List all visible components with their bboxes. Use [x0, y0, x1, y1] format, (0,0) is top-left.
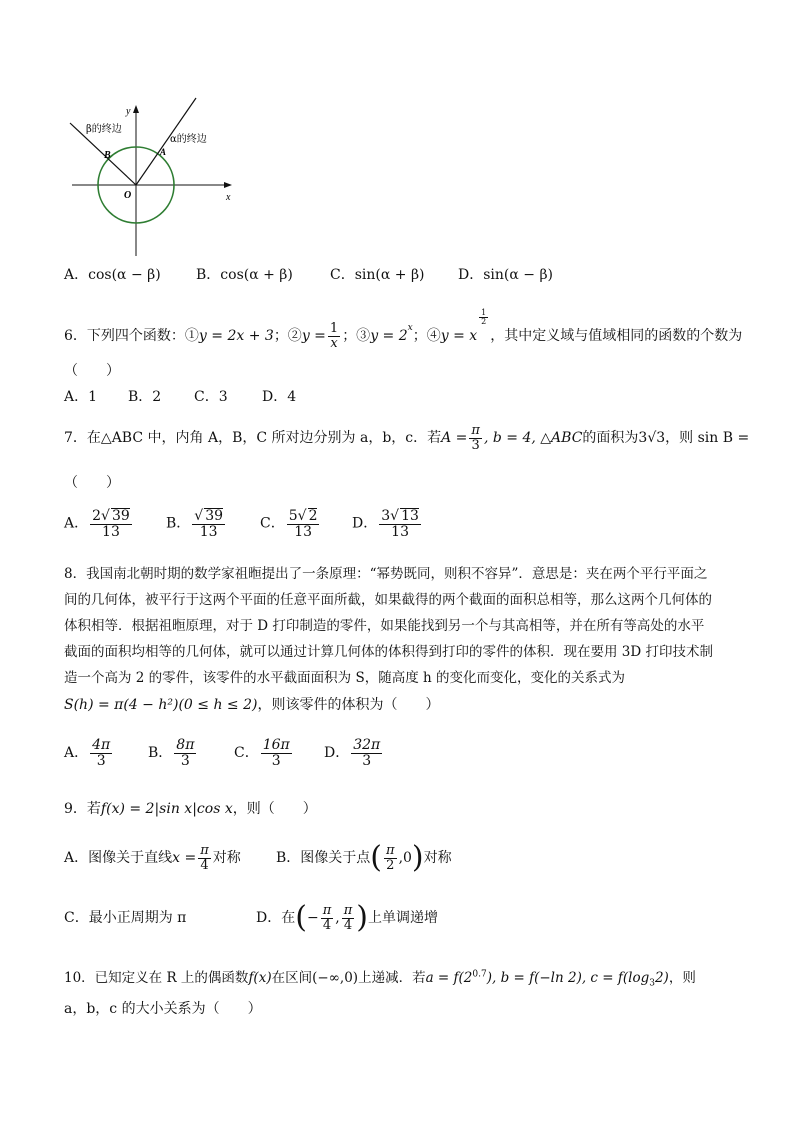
q7-option-b[interactable]: [166, 508, 227, 539]
q7-text: ，则 sin B =: [665, 430, 750, 446]
q8-line-6: [64, 694, 439, 714]
q8-tail: ，则该零件的体积为（ ）: [257, 697, 440, 713]
q5-option-c[interactable]: [330, 264, 425, 284]
left-paren: (: [295, 900, 307, 935]
q10-a-def: a = f(2: [425, 970, 473, 986]
q10-text: ，则: [668, 970, 696, 986]
option-letter: A．: [64, 267, 89, 283]
numerator: π: [322, 902, 332, 918]
q7-option-a[interactable]: [64, 508, 134, 539]
q6-option-d[interactable]: D．4: [262, 389, 297, 405]
option-letter: A．: [64, 745, 89, 762]
q6-function-3: y = 2: [370, 328, 408, 344]
point-b-label: B: [104, 150, 111, 161]
q9-option-c[interactable]: C．最小正周期为 π: [64, 910, 187, 926]
option-text: cos(α + β): [220, 267, 293, 283]
q9-option-d[interactable]: D．在(− $\frac{\pi}{4}$ , $\frac{\pi}{4}$ )上单调递增: [256, 900, 438, 935]
q7-option-c[interactable]: [260, 508, 321, 539]
coefficient: 3: [381, 508, 391, 524]
option-text: 对称: [212, 850, 241, 866]
q6-stem: [64, 308, 742, 356]
option-fraction: [384, 844, 397, 872]
q6-option-a[interactable]: A．1: [64, 389, 98, 405]
q9-stem: [64, 798, 317, 818]
q6-intro: 下列四个函数：①: [86, 328, 199, 344]
option-text: sin(α + β): [354, 267, 425, 283]
option-fraction: $\frac{5√ 2}{13}$: [288, 508, 318, 540]
log-base: 3: [649, 978, 655, 989]
option-text: A．图像关于直线: [64, 850, 173, 866]
q7-text: 的面积为: [582, 430, 639, 446]
q9-function: f(x) = 2|sin x|cos x: [100, 801, 233, 817]
option-fraction: [261, 738, 292, 768]
denominator: 3: [96, 752, 106, 769]
alpha-label: α的终边: [170, 134, 207, 145]
option-letter: B．: [196, 267, 221, 283]
option-text: sin(α − β): [483, 267, 554, 283]
numerator: 1: [329, 320, 339, 336]
q7-paren: （ ）: [64, 475, 120, 491]
option-text: cos(α − β): [88, 267, 161, 283]
option-fraction: $\frac{√ 39}{13}$: [194, 508, 224, 540]
q8-formula: S(h) = π(4 − h²)(0 ≤ h ≤ 2): [64, 697, 258, 713]
exponent: x: [407, 323, 413, 333]
option-letter: B．: [166, 515, 191, 532]
q7-stem: [64, 418, 749, 458]
radicand: 2: [308, 508, 318, 524]
denominator: 3: [271, 752, 281, 769]
option-letter: C．: [260, 515, 285, 532]
right-paren: ): [411, 840, 424, 875]
denominator: 4: [322, 917, 332, 933]
q8-line-1: 8．我国南北朝时期的数学家祖暅提出了一条原理：“幂势既同，则积不容异”．意思是：夹在两个平行平面之: [64, 566, 708, 582]
denominator: 4: [200, 857, 209, 873]
denominator: 13: [199, 523, 218, 540]
q9-option-a[interactable]: [64, 838, 241, 878]
beta-label: β的终边: [86, 124, 122, 135]
left-paren: (: [370, 840, 383, 875]
q10-function: f(x): [248, 970, 272, 986]
q6-sep: ；④: [412, 328, 441, 344]
q7-area: 3√3: [638, 430, 666, 446]
q8-option-d[interactable]: [324, 738, 384, 768]
radicand: 39: [205, 508, 224, 524]
q8-option-a[interactable]: [64, 738, 114, 768]
q6-option-b[interactable]: B．2: [128, 389, 162, 405]
option-math: x =: [172, 850, 197, 866]
q9-option-b[interactable]: [276, 838, 452, 878]
option-fraction: [90, 738, 112, 768]
q6-function-1: y = 2x + 3: [198, 328, 274, 344]
q7-condition-rest: , b = 4, △ABC: [483, 430, 583, 446]
q8-option-b[interactable]: [148, 738, 198, 768]
q10-bc-def: , b = f(−ln 2), c = f(log: [491, 970, 650, 986]
option-fraction: [342, 904, 355, 932]
y-axis-label: y: [126, 106, 131, 117]
q7-option-d[interactable]: [352, 508, 423, 539]
numerator: 4π: [92, 737, 111, 753]
q10-line-1: [64, 966, 696, 989]
q10-text: 上递减．若: [358, 970, 426, 986]
option-text: 上单调递增: [367, 910, 438, 926]
q7-condition: A =: [441, 430, 468, 446]
numerator: 16π: [262, 737, 290, 753]
option-letter: A．: [64, 515, 89, 532]
numerator: π: [200, 842, 209, 858]
option-fraction: $\frac{3√ 13}{13}$: [381, 508, 419, 540]
option-letter: D．: [352, 515, 378, 532]
x-axis-arrow-icon: [224, 182, 232, 188]
option-text: D．在: [256, 910, 296, 926]
denominator: 3: [362, 752, 372, 769]
q6-paren: （ ）: [64, 363, 120, 379]
q6-sep: ；②: [273, 328, 302, 344]
q6-sep: ；③: [342, 328, 371, 344]
denominator: 13: [102, 523, 120, 540]
q10-interval: (−∞,0): [312, 970, 359, 986]
numerator: 8π: [176, 737, 195, 753]
option-fraction: [321, 904, 334, 932]
unit-circle-figure: [60, 96, 250, 261]
denominator: 3: [180, 752, 190, 769]
q5-option-b[interactable]: [196, 264, 293, 284]
point-a-label: A: [160, 147, 167, 157]
q10-text: 10．已知定义在 R 上的偶函数: [64, 970, 249, 986]
denominator: 13: [391, 523, 409, 540]
denominator: 2: [386, 857, 395, 873]
option-fraction: $\frac{2√ 39}{13}$: [92, 508, 130, 540]
denominator: 13: [294, 523, 313, 540]
q10-line-2: a，b，c 的大小关系为（ ）: [64, 1001, 262, 1017]
denominator: 3: [471, 437, 480, 453]
option-letter: C．: [234, 745, 259, 762]
q10-c-close: 2): [654, 970, 669, 986]
denominator: x: [330, 335, 338, 351]
right-paren: ): [356, 900, 368, 935]
numerator: π: [386, 842, 395, 858]
option-math: ,0: [398, 850, 412, 866]
q5-option-d[interactable]: [458, 264, 553, 284]
q8-line-2: 间的几何体，被平行于这两个平面的任意平面所截，如果截得的两个截面的面积总相等，那么这两个几何体的: [64, 592, 712, 608]
q10-a-close: ): [486, 970, 492, 986]
q6-function-2: y =: [301, 328, 326, 344]
question-number: 6．: [64, 328, 87, 344]
radicand: 39: [111, 508, 130, 524]
q10-text: 在区间: [271, 970, 313, 986]
numerator: π: [343, 902, 353, 918]
q8-line-5: 造一个高为 2 的零件，该零件的水平截面面积为 S，随高度 h 的变化而变化，变化的关系式为: [64, 670, 625, 686]
q6-exponent-fraction: [479, 309, 488, 327]
coefficient: 5: [288, 508, 298, 524]
option-text: 对称: [423, 850, 452, 866]
q9-tail: ，则（ ）: [232, 801, 317, 817]
option-letter: D．: [324, 745, 350, 762]
question-number: 7．: [64, 430, 87, 446]
origin-label: O: [124, 190, 132, 201]
numerator: 1: [481, 307, 487, 317]
y-axis-arrow-icon: [133, 105, 139, 113]
q6-option-c[interactable]: C．3: [194, 389, 228, 405]
option-text: B．图像关于点: [276, 850, 371, 866]
q8-line-3: 体积相等．根据祖暅原理，对于 D 打印制造的零件，如果能找到另一个与其高相等，并在所有等高处的水平: [64, 618, 705, 634]
option-letter: B．: [148, 745, 173, 762]
q6-fraction: [328, 322, 340, 350]
coefficient: 2: [92, 508, 102, 524]
q6-tail: ，其中定义域与值域相同的函数的个数为: [490, 328, 743, 344]
option-fraction: [198, 844, 211, 872]
q7-text: 在△ABC 中，内角 A，B，C 所对边分别为 a，b，c．若: [86, 430, 442, 446]
option-letter: C．: [330, 267, 355, 283]
option-fraction: [174, 738, 196, 768]
radicand: 13: [401, 508, 419, 524]
denominator: 2: [481, 317, 487, 326]
denominator: 4: [343, 917, 353, 933]
option-letter: D．: [458, 267, 484, 283]
exponent: 0.7: [472, 969, 487, 980]
q5-option-a[interactable]: [64, 264, 161, 284]
question-number: 9．若: [64, 801, 101, 817]
x-axis-label: x: [226, 192, 231, 203]
q7-fraction: [469, 424, 482, 452]
q8-option-c[interactable]: [234, 738, 294, 768]
q6-function-4: y = x: [440, 328, 478, 344]
numerator: 32π: [353, 737, 381, 753]
numerator: π: [471, 422, 480, 438]
q8-line-4: 截面的面积均相等的几何体，就可以通过计算几何体的体积得到打印的零件的体积．现在要用 3D 打印技术制: [64, 644, 713, 660]
option-fraction: [351, 738, 382, 768]
